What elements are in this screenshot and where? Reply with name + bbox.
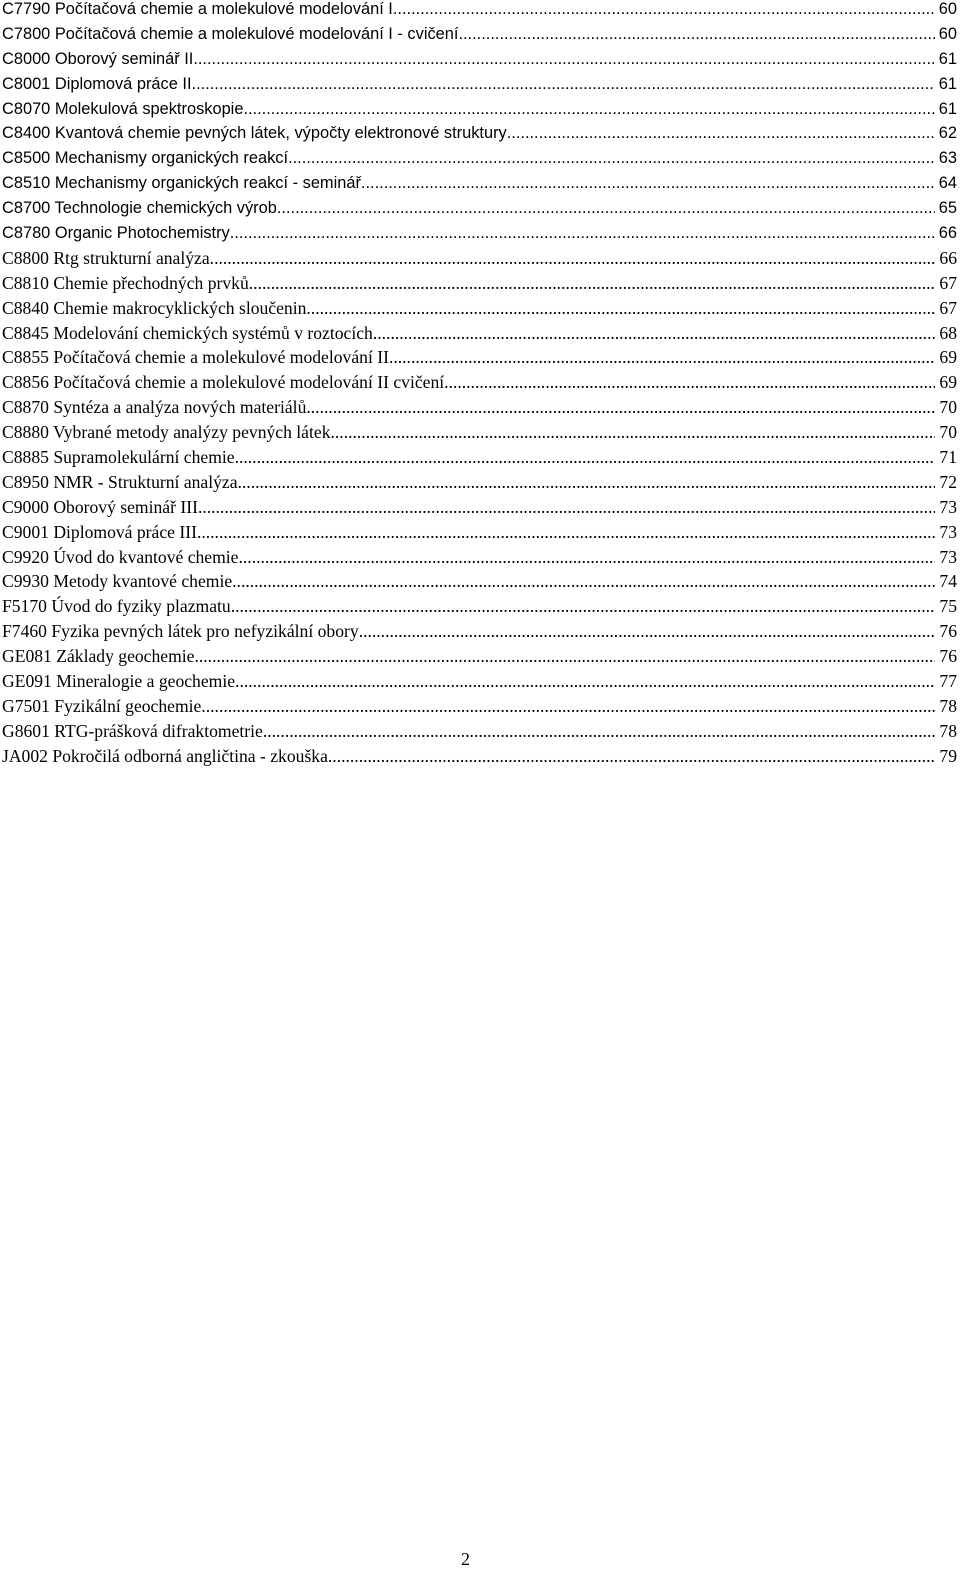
toc-entry[interactable] bbox=[2, 569, 957, 594]
toc-entry-title: C7790 Počítačová chemie a molekulové modelování I bbox=[2, 0, 393, 18]
toc-entry-title: C8400 Kvantová chemie pevných látek, výpočty elektronové struktury bbox=[2, 124, 507, 143]
toc-entry-page: 75 bbox=[939, 596, 957, 617]
toc-entry[interactable] bbox=[2, 246, 957, 271]
toc-entry[interactable] bbox=[2, 146, 957, 171]
toc-entry-title: JA002 Pokročilá odborná angličtina - zkouška bbox=[2, 745, 328, 766]
toc-entry[interactable] bbox=[2, 271, 957, 296]
toc-entry-title: C8855 Počítačová chemie a molekulové modelování II bbox=[2, 347, 389, 368]
toc-entry[interactable] bbox=[2, 669, 957, 694]
toc-entry[interactable] bbox=[2, 22, 957, 47]
toc-entry-page: 63 bbox=[938, 149, 957, 168]
toc-entry-title: C8500 Mechanismy organických reakcí bbox=[2, 149, 289, 168]
toc-entry-title: C9930 Metody kvantové chemie bbox=[2, 571, 233, 592]
toc-entry-page: 72 bbox=[939, 471, 957, 492]
toc-entry-title: GE081 Základy geochemie bbox=[2, 646, 195, 667]
toc-entry-page: 74 bbox=[939, 571, 957, 592]
toc-entry[interactable] bbox=[2, 296, 957, 321]
toc-entry-page: 62 bbox=[938, 124, 957, 143]
toc-dot-leader bbox=[288, 146, 935, 171]
toc-entry-page: 69 bbox=[939, 347, 957, 368]
toc-entry-page: 65 bbox=[938, 199, 957, 218]
toc-dot-leader bbox=[192, 72, 935, 97]
toc-entry-page: 60 bbox=[938, 24, 957, 43]
toc-entry-title: F5170 Úvod do fyziky plazmatu bbox=[2, 596, 231, 617]
toc-entry-title: C8885 Supramolekulární chemie bbox=[2, 447, 235, 468]
toc-dot-leader bbox=[507, 121, 935, 146]
toc-entry-page: 77 bbox=[939, 671, 957, 692]
toc-dot-leader bbox=[210, 246, 936, 271]
toc-dot-leader bbox=[393, 0, 935, 22]
toc-entry-title: C8001 Diplomová práce II bbox=[2, 74, 192, 93]
toc-entry-page: 76 bbox=[939, 646, 957, 667]
toc-dot-leader bbox=[373, 321, 936, 346]
toc-entry-title: C8950 NMR - Strukturní analýza bbox=[2, 471, 238, 492]
toc-dot-leader bbox=[243, 97, 934, 122]
toc-entry[interactable] bbox=[2, 744, 957, 769]
toc-entry[interactable] bbox=[2, 395, 957, 420]
toc-entry-page: 73 bbox=[939, 521, 957, 542]
toc-entry-page: 70 bbox=[939, 397, 957, 418]
toc-entry-page: 73 bbox=[939, 546, 957, 567]
toc-dot-leader bbox=[263, 719, 936, 744]
toc-entry-page: 66 bbox=[938, 224, 957, 243]
toc-entry-page: 61 bbox=[938, 99, 957, 118]
toc-entry[interactable] bbox=[2, 196, 957, 221]
toc-entry-page: 61 bbox=[938, 49, 957, 68]
toc-entry-title: C8510 Mechanismy organických reakcí - seminář bbox=[2, 174, 361, 193]
toc-entry[interactable] bbox=[2, 594, 957, 619]
table-of-contents bbox=[2, 0, 957, 769]
toc-entry-title: C8870 Syntéza a analýza nových materiálů bbox=[2, 397, 307, 418]
toc-entry-title: C7800 Počítačová chemie a molekulové modelování I - cvičení bbox=[2, 24, 459, 43]
page-number: 2 bbox=[461, 1549, 470, 1569]
toc-dot-leader bbox=[331, 420, 936, 445]
toc-entry[interactable] bbox=[2, 171, 957, 196]
toc-entry-page: 78 bbox=[939, 720, 957, 741]
toc-entry-title: C9920 Úvod do kvantové chemie bbox=[2, 546, 239, 567]
toc-entry-title: GE091 Mineralogie a geochemie bbox=[2, 671, 236, 692]
toc-entry-title: F7460 Fyzika pevných látek pro nefyzikální obory bbox=[2, 621, 359, 642]
toc-entry-page: 61 bbox=[938, 74, 957, 93]
toc-entry[interactable] bbox=[2, 345, 957, 370]
toc-dot-leader bbox=[230, 221, 935, 246]
toc-dot-leader bbox=[201, 694, 935, 719]
toc-dot-leader bbox=[239, 545, 936, 570]
toc-entry-page: 68 bbox=[939, 322, 957, 343]
toc-dot-leader bbox=[458, 22, 934, 47]
toc-entry-page: 78 bbox=[939, 695, 957, 716]
toc-entry-page: 76 bbox=[939, 621, 957, 642]
toc-entry-page: 79 bbox=[939, 745, 957, 766]
toc-entry[interactable] bbox=[2, 445, 957, 470]
toc-entry-page: 67 bbox=[939, 297, 957, 318]
toc-entry[interactable] bbox=[2, 420, 957, 445]
toc-entry-page: 69 bbox=[939, 372, 957, 393]
toc-dot-leader bbox=[193, 47, 934, 72]
toc-entry[interactable] bbox=[2, 97, 957, 122]
toc-entry-title: G7501 Fyzikální geochemie bbox=[2, 695, 202, 716]
toc-entry[interactable] bbox=[2, 370, 957, 395]
toc-dot-leader bbox=[389, 345, 935, 370]
toc-entry-title: C8780 Organic Photochemistry bbox=[2, 224, 230, 243]
toc-entry-page: 73 bbox=[939, 496, 957, 517]
toc-dot-leader bbox=[235, 445, 936, 470]
toc-entry-title: C9001 Diplomová práce III bbox=[2, 521, 197, 542]
toc-entry[interactable] bbox=[2, 520, 957, 545]
toc-dot-leader bbox=[359, 619, 936, 644]
toc-entry-page: 64 bbox=[938, 174, 957, 193]
toc-entry-page: 60 bbox=[938, 0, 957, 18]
toc-entry-page: 67 bbox=[939, 272, 957, 293]
toc-dot-leader bbox=[306, 296, 935, 321]
toc-dot-leader bbox=[277, 196, 935, 221]
toc-entry[interactable] bbox=[2, 0, 957, 22]
toc-entry-title: C8810 Chemie přechodných prvků bbox=[2, 272, 249, 293]
toc-entry[interactable] bbox=[2, 47, 957, 72]
toc-entry[interactable] bbox=[2, 72, 957, 97]
toc-entry[interactable] bbox=[2, 644, 957, 669]
toc-dot-leader bbox=[198, 495, 935, 520]
toc-dot-leader bbox=[194, 644, 935, 669]
toc-entry-title: C9000 Oborový seminář III bbox=[2, 496, 198, 517]
toc-entry-title: C8856 Počítačová chemie a molekulové modelování II cvičení bbox=[2, 372, 445, 393]
toc-dot-leader bbox=[235, 669, 935, 694]
toc-dot-leader bbox=[238, 470, 936, 495]
toc-entry-title: C8000 Oborový seminář II bbox=[2, 49, 194, 68]
toc-dot-leader bbox=[328, 744, 936, 769]
toc-entry[interactable] bbox=[2, 121, 957, 146]
toc-entry-page: 66 bbox=[939, 247, 957, 268]
toc-dot-leader bbox=[306, 395, 935, 420]
toc-entry[interactable] bbox=[2, 321, 957, 346]
toc-entry-title: C8700 Technologie chemických výrob bbox=[2, 199, 277, 218]
toc-dot-leader bbox=[197, 520, 935, 545]
toc-dot-leader bbox=[361, 171, 935, 196]
toc-entry-title: C8070 Molekulová spektroskopie bbox=[2, 99, 244, 118]
toc-entry-title: C8840 Chemie makrocyklických sloučenin bbox=[2, 297, 307, 318]
toc-dot-leader bbox=[249, 271, 936, 296]
toc-entry[interactable] bbox=[2, 495, 957, 520]
toc-dot-leader bbox=[232, 569, 935, 594]
toc-entry[interactable] bbox=[2, 719, 957, 744]
toc-entry-title: C8880 Vybrané metody analýzy pevných látek bbox=[2, 422, 331, 443]
toc-entry-page: 70 bbox=[939, 422, 957, 443]
toc-dot-leader bbox=[231, 594, 936, 619]
toc-entry[interactable] bbox=[2, 619, 957, 644]
toc-entry-title: C8845 Modelování chemických systémů v roztocích bbox=[2, 322, 373, 343]
toc-entry-title: G8601 RTG-prášková difraktometrie bbox=[2, 720, 263, 741]
toc-entry[interactable] bbox=[2, 470, 957, 495]
toc-dot-leader bbox=[444, 370, 935, 395]
toc-entry-title: C8800 Rtg strukturní analýza bbox=[2, 247, 210, 268]
toc-entry[interactable] bbox=[2, 221, 957, 246]
toc-entry[interactable] bbox=[2, 694, 957, 719]
toc-entry-page: 71 bbox=[939, 447, 957, 468]
toc-entry[interactable] bbox=[2, 545, 957, 570]
